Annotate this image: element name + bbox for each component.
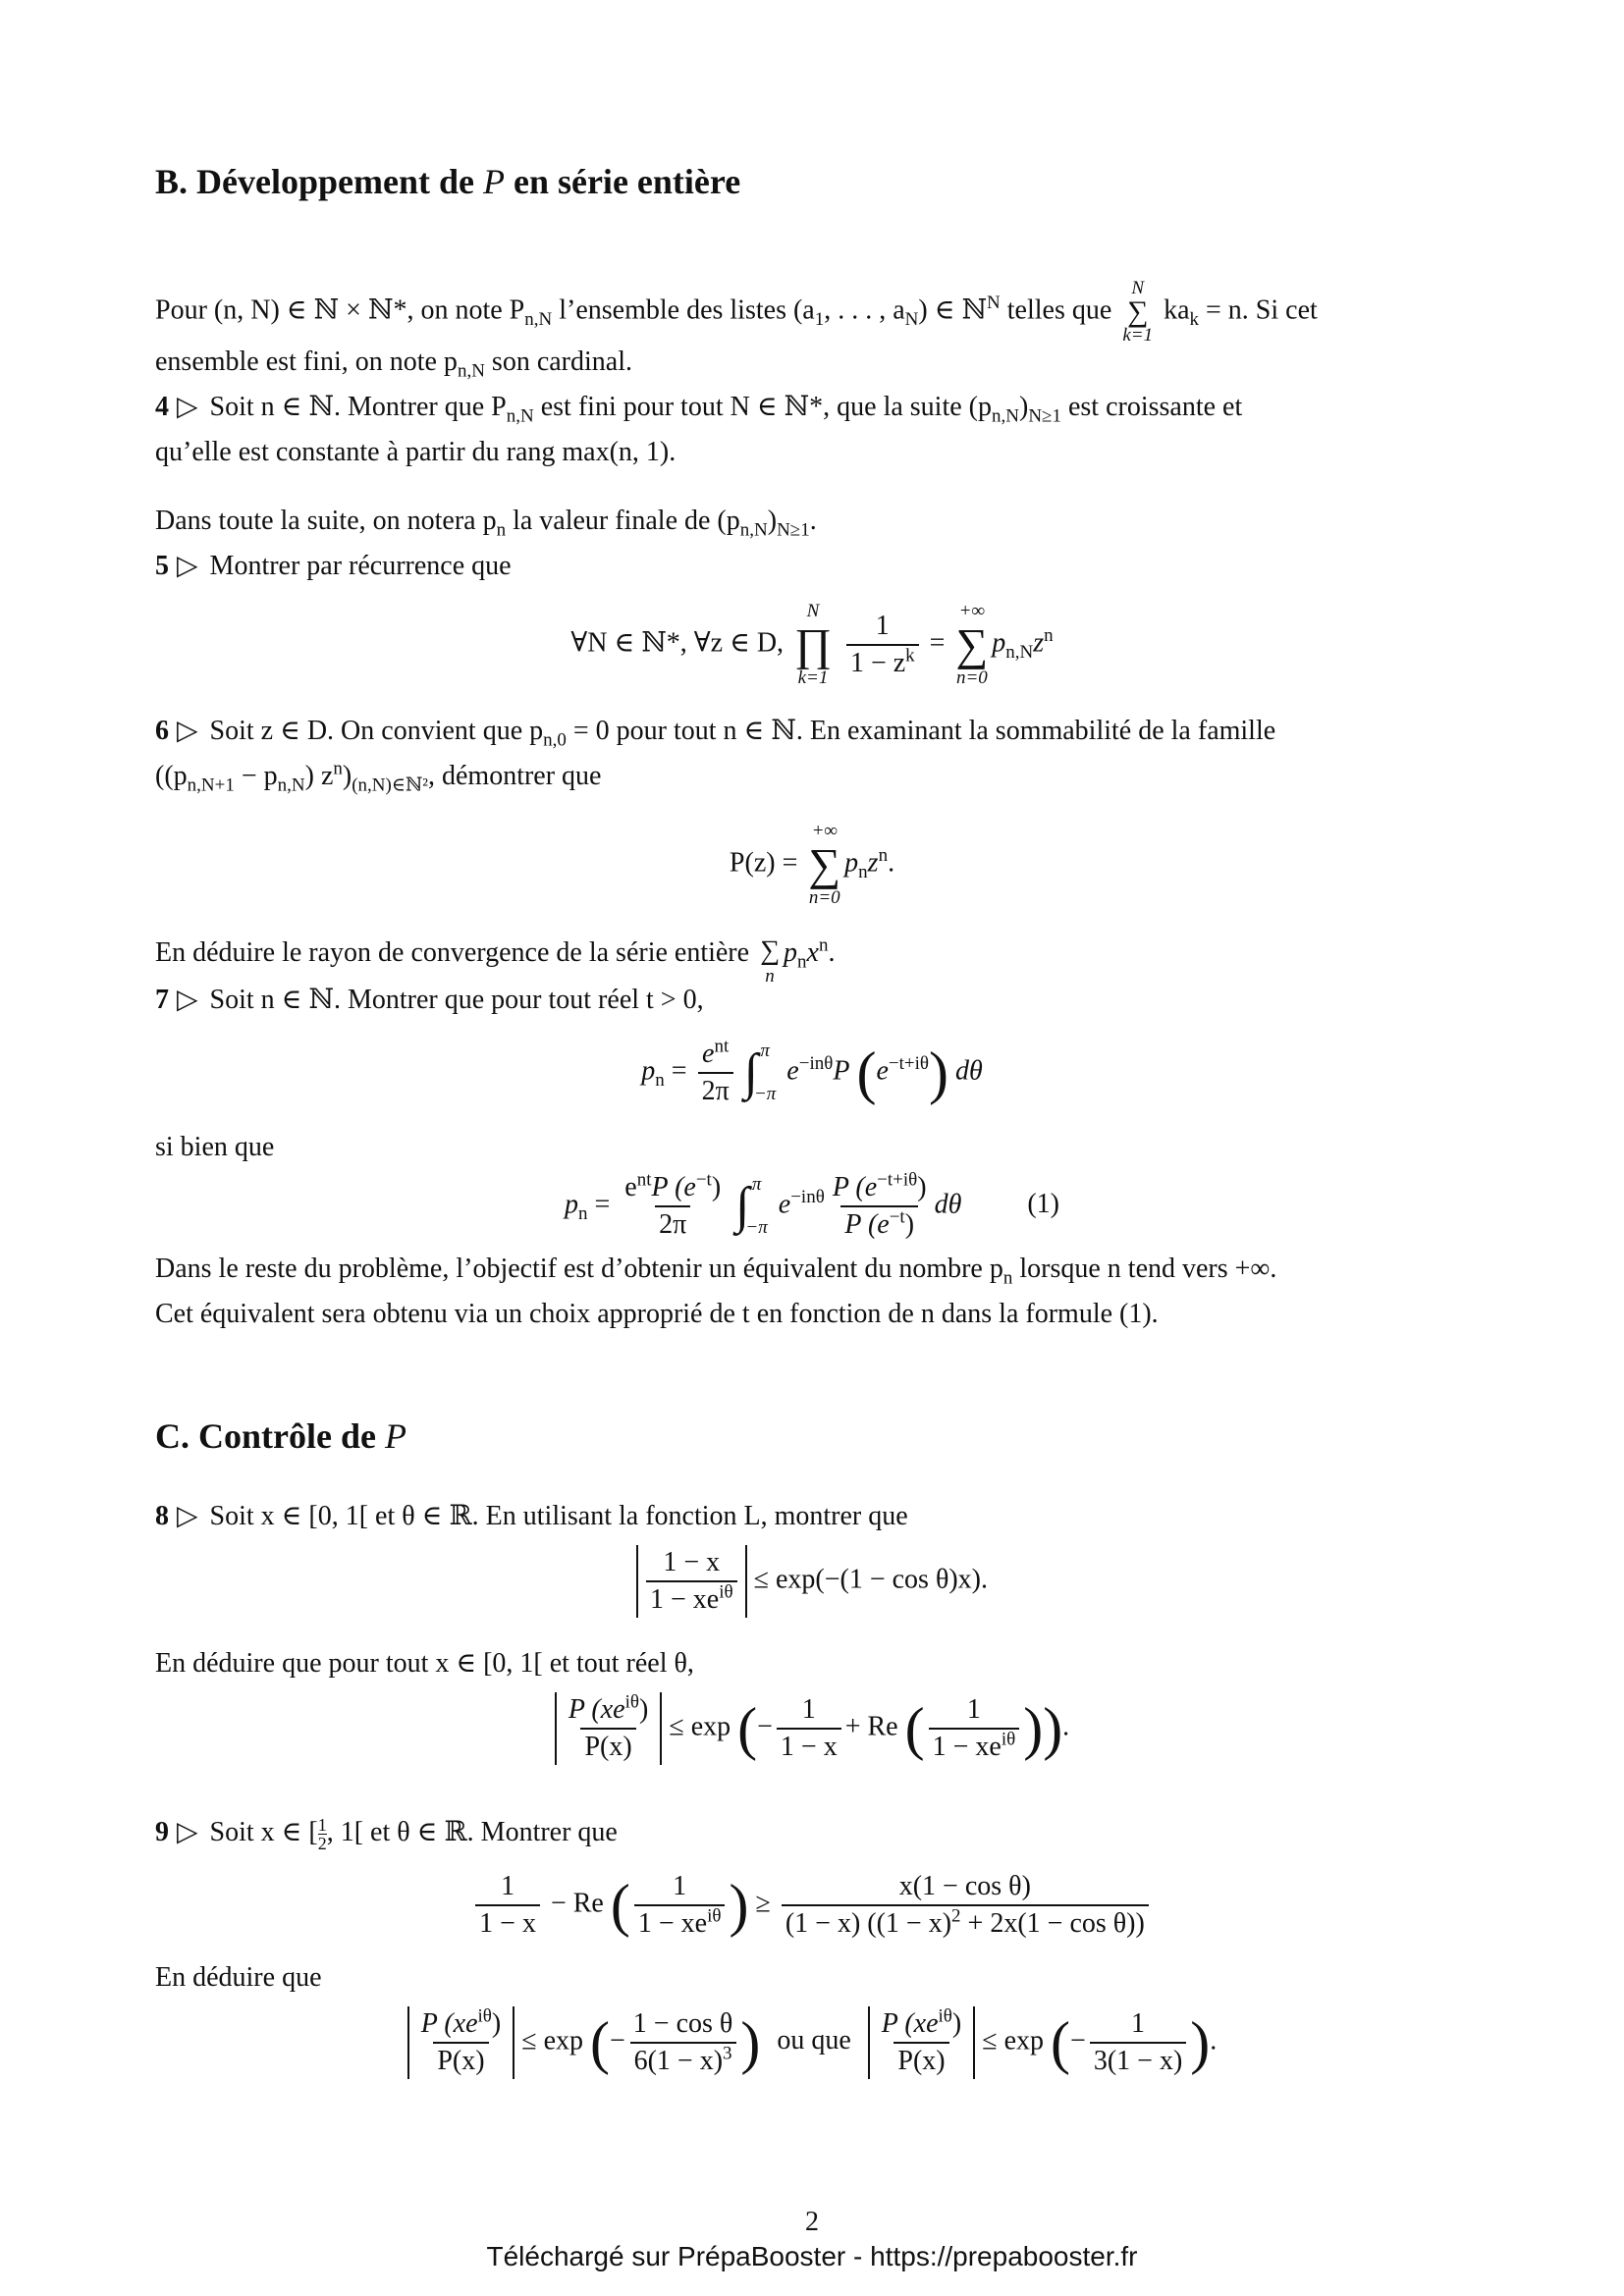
formula-text: z [867,847,879,879]
denominator: 3(1 − x) [1090,2042,1186,2079]
text: = 0 pour tout n ∈ ℕ. En examinant la sommabilité de la famille [566,716,1276,746]
text: P (e [651,1172,696,1202]
text: 6(1 − x) [633,2046,724,2076]
formula-text: p [844,847,859,879]
formula-text: ∀N ∈ ℕ*, ∀z ∈ D, [570,627,785,659]
text: ) [342,761,352,791]
sup: iθ [938,2005,952,2027]
sup: N [987,293,1001,314]
pi-operator: ∏ [794,619,832,669]
text: e [624,1172,637,1202]
paren: ) [1023,1696,1044,1761]
question-6-deduce [155,936,835,988]
denominator [840,1205,918,1243]
numerator [621,1170,725,1205]
text: ((p [155,761,188,791]
numerator: 1 [1131,2008,1146,2039]
denominator: 2 [317,1834,327,1854]
sub: (n,N)∈ℕ² [352,774,428,796]
text: lorsque n tend vers +∞. [1012,1254,1277,1284]
formula-text: z [1033,627,1045,659]
paren: ) [1190,2010,1211,2075]
text: . [828,937,836,968]
sup: nt [714,1036,730,1057]
sum-bottom: n [765,966,775,987]
text: Soit n ∈ ℕ. Montrer que P [209,392,507,422]
formula-text: e [876,1055,889,1087]
text: ) [767,506,778,536]
numerator [878,2006,966,2042]
numerator: 1 [317,1815,327,1836]
intro-line-2 [155,346,632,382]
sigma: ∑ [955,619,989,669]
fraction [621,1170,725,1243]
sub: k [1189,309,1200,331]
fraction [777,1692,841,1765]
absolute-value [555,1692,663,1765]
question-8-formula-2 [0,1692,1624,1765]
question-5-line [155,550,512,583]
sub: N [904,309,919,331]
sup: −t+iθ [888,1053,929,1075]
triangle-marker-icon: ▷ [177,392,198,422]
sub: n,0 [543,729,567,751]
sub: n [496,519,507,541]
question-9-deduce: En déduire que [155,1962,322,1993]
sub: 1 [814,309,825,331]
fraction [629,2006,737,2079]
text: , démontrer que [427,761,602,791]
paren: ( [856,1041,877,1105]
paren: ( [737,1696,758,1761]
sub: n [1002,1267,1013,1289]
prod-bottom: k=1 [797,667,829,688]
page-number: 2 [805,2207,819,2237]
text: e [702,1039,715,1069]
text: . [809,506,817,536]
text: son cardinal. [484,347,632,377]
sup: iθ [1001,1729,1016,1750]
question-number: 9 [155,1817,169,1847]
denominator: P(x) [580,1728,635,1765]
fraction [782,1869,1149,1942]
text: ensemble est fini, on note p [155,347,458,377]
sub: n,N [506,405,534,427]
question-6-line-2 [155,758,602,796]
sum-top: +∞ [811,821,838,841]
question-7-line [155,984,704,1017]
equals: = [594,1189,611,1220]
sup: iθ [707,1905,722,1927]
si-bien-que: si bien que [155,1132,275,1162]
denominator: 2π [655,1205,690,1243]
text: Soit x ∈ [0, 1[ et θ ∈ ℝ. En utilisant la fonction L, montrer que [209,1501,908,1531]
rest-line-2: Cet équivalent sera obtenu via un choix approprié de t en fonction de n dans la formule (1). [155,1299,1159,1329]
question-7-formula-2 [0,1168,1624,1245]
sup: iθ [477,2005,492,2027]
sub: n,N [277,774,305,796]
integral-limits [745,1168,767,1245]
sum-operator [760,936,780,988]
question-4-line-1 [155,391,1243,427]
paren: ( [610,1873,630,1938]
sup: −inθ [790,1187,825,1208]
formula-text: − [1070,2025,1086,2056]
question-5-formula [0,601,1624,689]
paren: ( [590,2010,610,2075]
text: P (xe [881,2008,939,2039]
numerator [698,1037,732,1072]
sigma: ∑ [808,839,841,889]
integral-sign: ∫ [735,1178,750,1234]
sub: n [797,951,807,973]
question-9-line [155,1816,618,1852]
sup: 3 [723,2043,732,2064]
formula-text: . [888,847,895,879]
numerator [417,2006,506,2042]
sigma: ∑ [760,935,781,966]
heading-text: B. Développement de [155,162,483,201]
sup: iθ [624,1691,639,1713]
sub: n,N [457,360,485,382]
numerator: 1 [966,1694,981,1725]
fraction [475,1869,540,1942]
formula-text: ≥ [755,1888,771,1919]
text: + 2x(1 − cos θ)) [960,1908,1145,1939]
question-8-formula-1 [0,1545,1624,1618]
triangle-marker-icon: ▷ [177,985,198,1015]
section-b-heading [155,161,740,202]
fraction [929,1692,1020,1765]
formula-text: ≤ exp [669,1711,731,1742]
text: ) [1018,392,1029,422]
text: = n. Si cet [1199,294,1318,326]
text: , . . . , a [824,294,905,326]
text: P (e [844,1209,890,1240]
text: ) [711,1172,722,1202]
text: la valeur finale de (p [506,506,740,536]
int-bottom: −π [753,1084,777,1104]
text: est croissante et [1060,392,1243,422]
text: Pour (n, N) ∈ ℕ × ℕ*, on note P [155,294,525,326]
fraction [698,1037,733,1109]
sub: n [655,1070,665,1092]
question-8-deduce: En déduire que pour tout x ∈ [0, 1[ et tout réel θ, [155,1648,694,1679]
paren: ( [1051,2010,1071,2075]
formula-text: p [992,627,1006,659]
denominator: P(x) [433,2042,488,2079]
sub: n [858,862,868,883]
fraction [634,1869,726,1942]
formula-text: x [806,937,819,968]
text: P (xe [420,2008,478,2039]
question-6-line-1 [155,715,1276,751]
sum-bottom: n=0 [955,667,988,688]
formula-text: . [1062,1711,1070,1742]
numerator: 1 − cos θ [632,2008,733,2039]
formula-text: ≤ exp [982,2025,1045,2056]
section-c-heading [155,1415,406,1457]
sum-operator [808,821,840,909]
text: ) [491,2008,502,2039]
fraction [1090,2006,1186,2079]
int-top: π [760,1041,770,1061]
sup: −inθ [798,1053,834,1075]
sum-top: N [1131,278,1145,298]
formula-text: . [1210,2025,1218,2056]
triangle-marker-icon: ▷ [177,1501,198,1531]
text: En déduire le rayon de convergence de la série entière [155,937,750,968]
sub: N≥1 [777,519,810,541]
formula-text: p [641,1055,656,1087]
integral-sign: ∫ [743,1044,758,1100]
paren: ) [928,1041,948,1105]
formula-text: ≤ exp(−(1 − cos θ)x). [753,1564,989,1595]
sub: n,N [1005,642,1034,664]
sup: k [905,645,915,667]
triangle-marker-icon: ▷ [177,1817,198,1847]
intro-line-1 [155,278,1520,347]
fraction [846,609,919,681]
denominator [782,1904,1149,1942]
equals: = [929,627,946,659]
numerator: 1 [801,1694,816,1725]
question-number: 4 [155,392,169,422]
question-number: 8 [155,1501,169,1531]
sub: n,N+1 [187,774,235,796]
text: Dans toute la suite, on notera p [155,506,497,536]
text: 1 − xe [932,1732,1001,1762]
numerator: 1 [673,1871,687,1901]
fraction-half [318,1816,327,1852]
text: Soit x ∈ [ [209,1817,318,1847]
numerator [565,1692,653,1728]
fraction [829,1170,931,1243]
denominator: P(x) [893,2042,948,2079]
question-6-formula [0,821,1624,909]
heading-var: P [482,162,505,201]
prod-top: N [806,601,820,621]
text: − p [234,761,278,791]
text: (1 − x) ((1 − x) [785,1908,952,1939]
question-number: 6 [155,716,169,746]
text: l’ensemble des listes (a [552,294,815,326]
formula-text: + Re [844,1711,898,1742]
formula-text: − Re [550,1888,604,1919]
text: Soit z ∈ D. On convient que p [209,716,544,746]
product-operator [794,601,832,689]
triangle-marker-icon: ▷ [177,551,198,581]
formula-text: ou que [777,2025,851,2056]
sum-operator [955,601,988,689]
fraction [417,2006,506,2079]
equals: = [671,1055,687,1087]
question-9-formula-1 [0,1869,1624,1942]
triangle-marker-icon: ▷ [177,716,198,746]
text: 1 − xe [637,1908,708,1939]
note-line [155,505,817,541]
text: , 1[ et θ ∈ ℝ. Montrer que [326,1817,618,1847]
heading-text: en série entière [504,162,741,201]
denominator [646,1580,737,1618]
numerator: x(1 − cos θ) [898,1871,1031,1901]
fraction [565,1692,653,1765]
fraction [646,1545,737,1618]
paren: ) [729,1873,749,1938]
text: 1 − xe [649,1584,720,1615]
sigma: ∑ [1127,295,1149,328]
numerator: 1 [501,1871,515,1901]
sup: n [333,758,343,779]
question-8-line [155,1500,908,1533]
text: ) z [304,761,334,791]
denominator [630,2042,736,2079]
paren: ) [1043,1696,1063,1761]
sum-operator [1122,278,1153,347]
text: ) [904,1209,915,1240]
integral-limits [754,1035,776,1111]
sub: n,N [739,519,768,541]
text: telles que [1000,294,1112,326]
int-bottom: −π [745,1217,768,1238]
formula-text: − [610,2025,625,2056]
text: ka [1157,294,1190,326]
numerator: 1 − x [663,1547,721,1577]
formula-text: p [784,937,798,968]
text: Montrer par récurrence que [209,551,512,581]
question-number: 7 [155,985,169,1015]
text: Soit n ∈ ℕ. Montrer que pour tout réel t > 0, [209,985,704,1015]
formula-text: e [778,1189,791,1220]
question-7-formula-1 [0,1035,1624,1111]
text: P (e [832,1172,878,1202]
sup: iθ [719,1581,733,1603]
sup: −t+iθ [877,1169,918,1191]
formula-text: p [564,1189,578,1220]
formula-text: P [833,1055,850,1087]
formula-text: ≤ exp [521,2025,584,2056]
numerator [829,1170,931,1205]
sub: n,N [524,309,553,331]
formula-text: dθ [934,1189,962,1220]
paren: ) [740,2010,761,2075]
sum-bottom: k=1 [1122,325,1154,346]
formula-text: − [757,1711,773,1742]
sup: n [818,934,829,956]
sub: n,N [992,405,1019,427]
denominator: 1 − x [777,1728,841,1765]
paren: ( [904,1696,925,1761]
text: ) [951,2008,962,2039]
rest-line-1 [155,1253,1277,1289]
denominator [846,644,919,681]
formula-text: e [786,1055,799,1087]
sup: nt [636,1169,652,1191]
formula-text: dθ [954,1055,983,1087]
question-number: 5 [155,551,169,581]
absolute-value [407,2006,515,2079]
sub: n [577,1203,588,1225]
text: ) [639,1694,649,1725]
fraction [878,2006,966,2079]
denominator [634,1904,726,1942]
text: est fini pour tout N ∈ ℕ*, que la suite (p [533,392,992,422]
equation-number: (1) [1027,1189,1060,1220]
sup: n [878,845,889,867]
int-top: π [751,1174,762,1195]
sup: −t [889,1206,905,1228]
sup: n [1044,625,1054,647]
text: ) ∈ ℕ [918,294,988,326]
question-9-formula-2 [0,2006,1624,2079]
formula-text: P(z) = [729,847,798,879]
absolute-value [636,1545,747,1618]
text: Dans le reste du problème, l’objectif est d’obtenir un équivalent du nombre p [155,1254,1003,1284]
heading-var: P [384,1416,406,1456]
question-4-line-2: qu’elle est constante à partir du rang max(n, 1). [155,437,677,467]
denominator: 2π [698,1072,733,1109]
denominator [929,1728,1020,1765]
sup: 2 [951,1905,961,1927]
sum-top: +∞ [958,601,986,621]
text: 1 − z [849,648,906,678]
download-footer: Téléchargé sur PrépaBooster - https://prepabooster.fr [486,2241,1138,2271]
text: ) [917,1172,927,1202]
heading-text: C. Contrôle de [155,1416,385,1456]
denominator: 1 − x [475,1904,540,1942]
sup: −t [695,1169,712,1191]
text: P (xe [568,1694,625,1725]
absolute-value [868,2006,976,2079]
numerator: 1 [875,611,890,641]
sum-bottom: n=0 [808,887,840,908]
sub: N≥1 [1028,405,1061,427]
